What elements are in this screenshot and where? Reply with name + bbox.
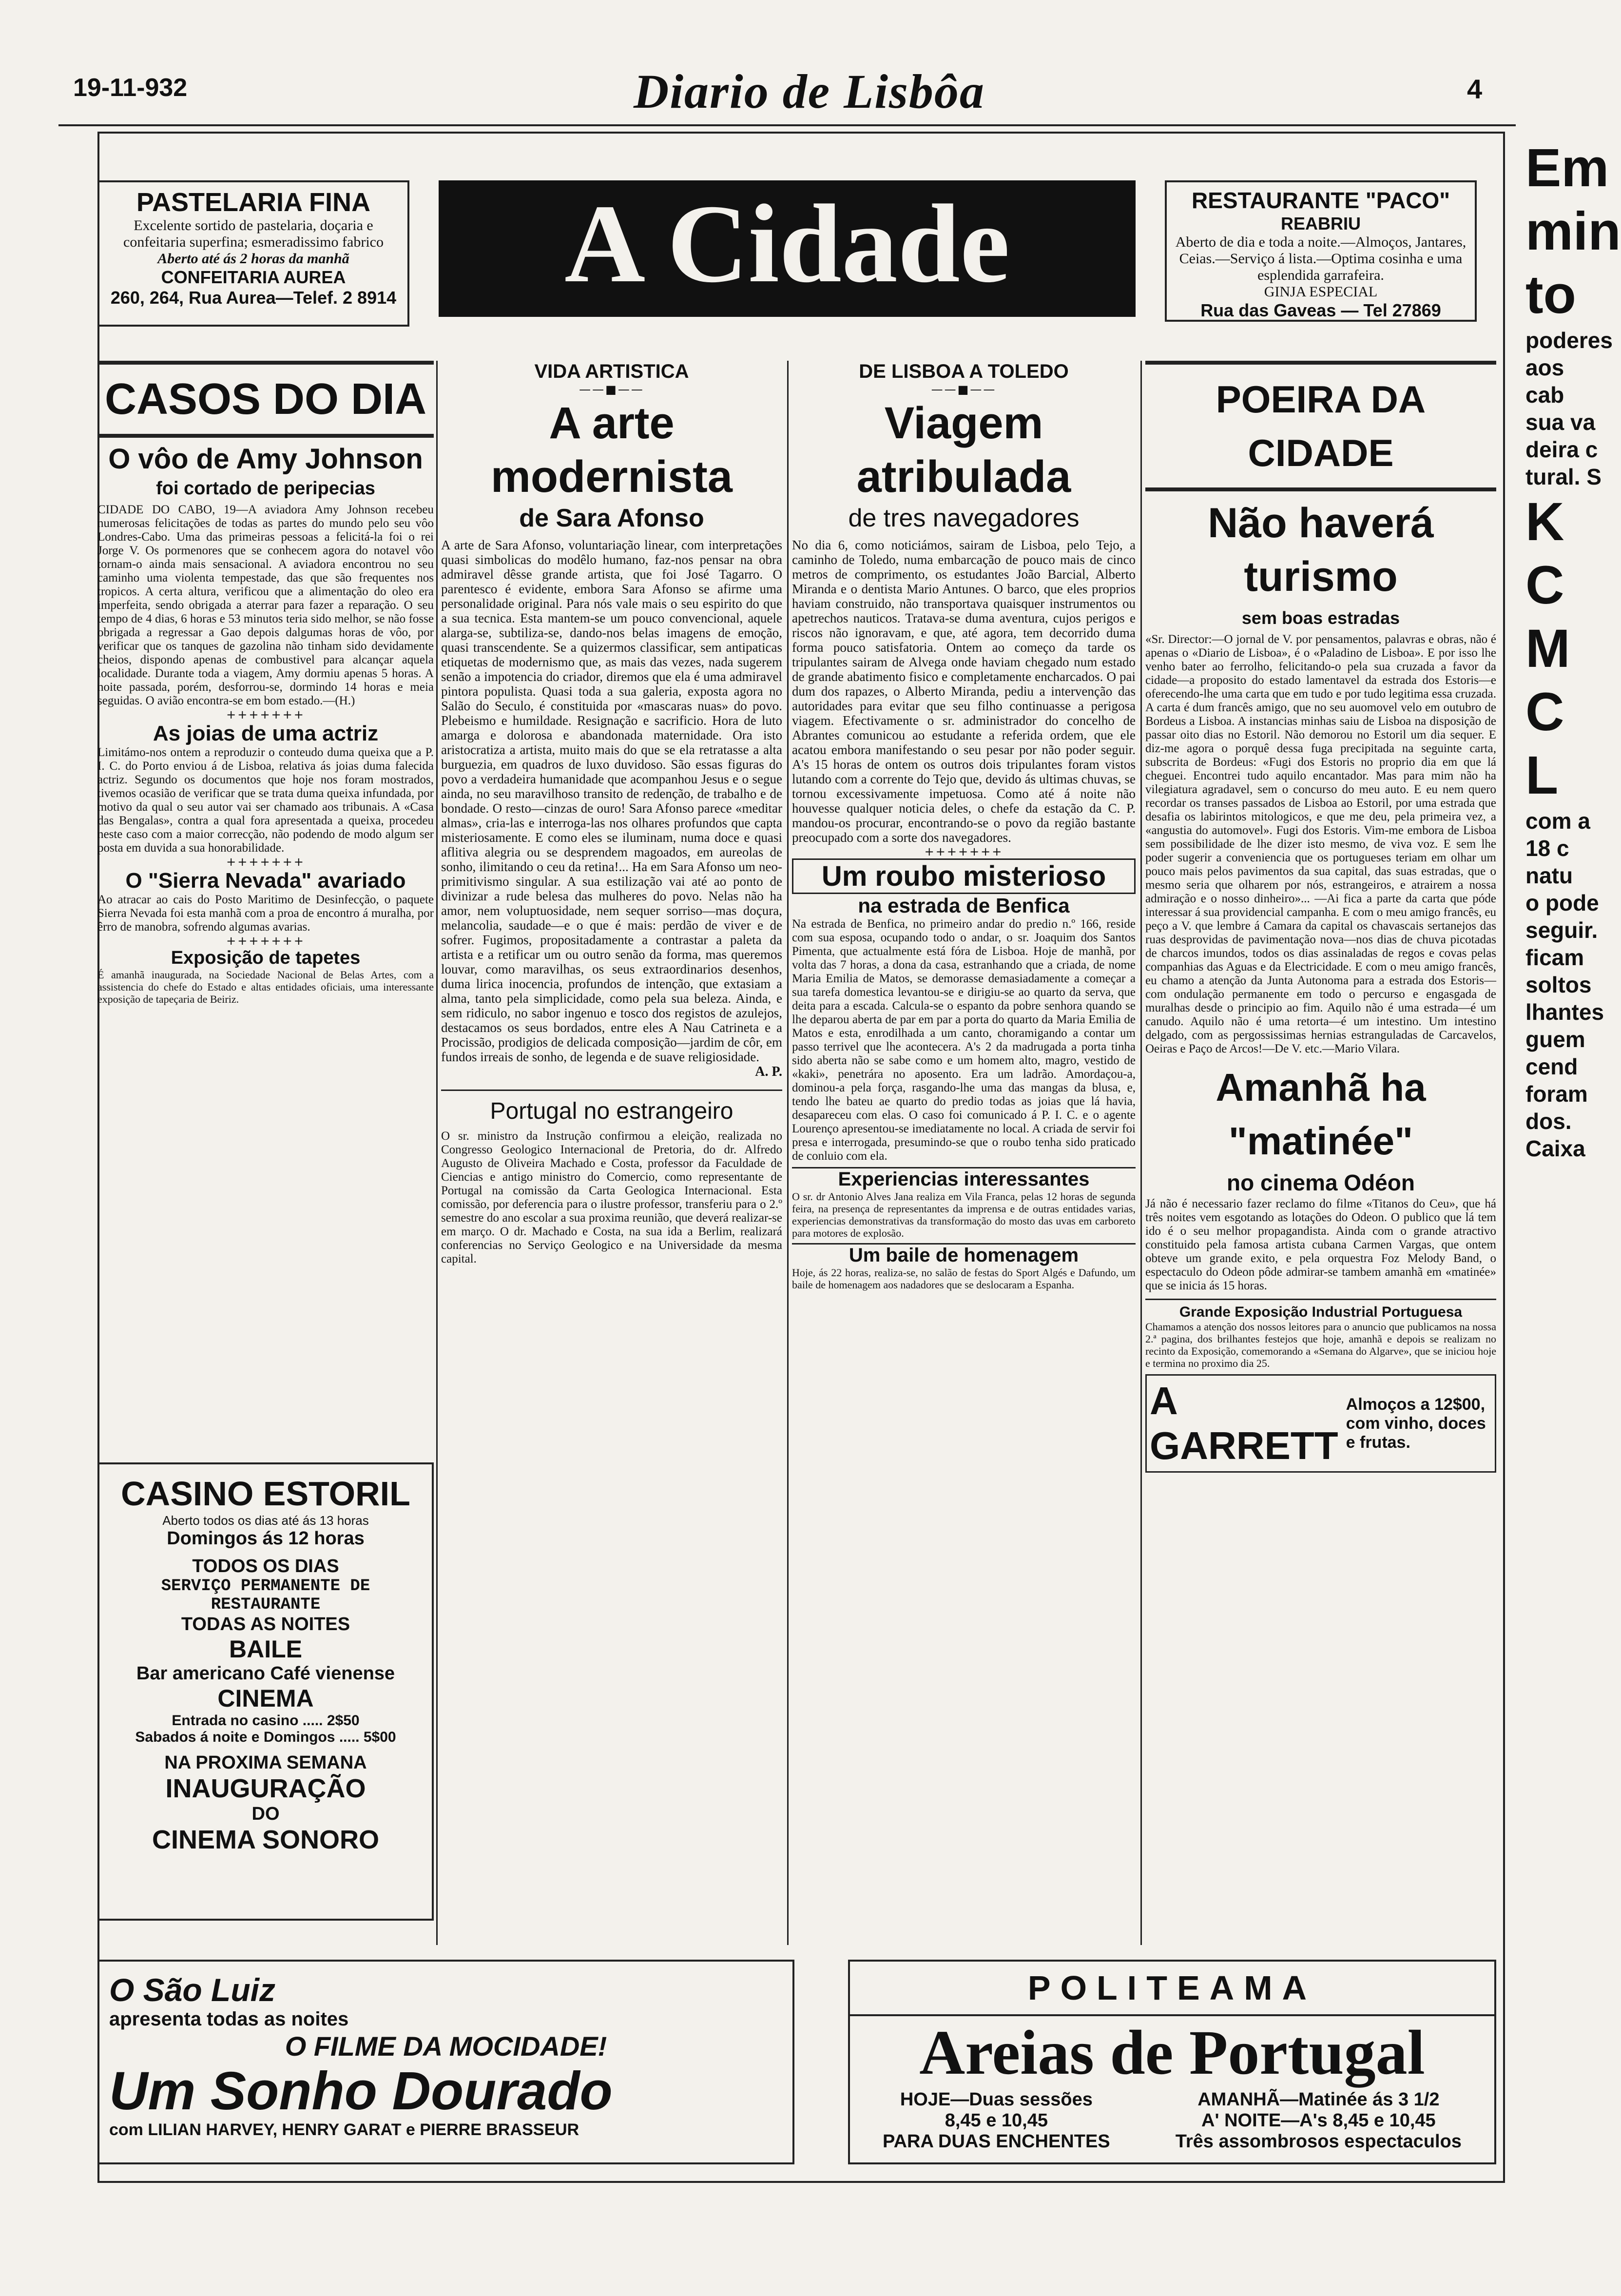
ad-casino-estoril <box>97 1462 434 1921</box>
column-vida-artistica <box>441 361 782 1266</box>
ad-politeama-film: Areias de Portugal <box>919 2018 1425 2088</box>
edge-text: o pode <box>1525 890 1599 915</box>
ad-pastelaria <box>97 180 409 327</box>
article-title: Experiencias interessantes <box>792 1167 1136 1190</box>
article-subtitle: foi cortado de peripecias <box>156 478 375 499</box>
article-body: O sr. dr Antonio Alves Jana realiza em Vila Franca, pelas 12 horas de segunda feira, na presença de representantes da imprensa e de outras entidades varias, experiencias demonstrativas da transformação do mosto das uvas em carboreto para motores de explosão. <box>792 1190 1136 1239</box>
column-rule <box>1140 361 1142 1945</box>
edge-text: tural. S <box>1525 464 1602 489</box>
ad-politeama-line: PARA DUAS ENCHENTES <box>883 2131 1110 2152</box>
ad-casino-line: Domingos ás 12 horas <box>167 1528 365 1549</box>
ad-sao-luiz-line: apresenta todas as noites <box>109 2008 349 2030</box>
separator: +++++++ <box>924 845 1003 858</box>
article-body: A arte de Sara Afonso, voluntariação linear, com interpretações quasi simbolicas do modêlo humano, faz-nos pensar na obra admiravel dêsse grande artista, que foi José Tagarro. O parentesco é evidente, embora Sara Afonso se afirme uma personalidade original. Para nós vale mais o seu espirito do que a sua tecnica. Esta mantem-se um pouco convencional, aquele alarga-se, subtiliza-se, dando-nos belas imagens de emoção, quasi transcendente. Se a quizermos classificar, sem antipaticas etiquetas de modernismo que, as mais das vezes, nada sugerem senão a impotencia do criador, diremos que ela é uma admiravel pintora populista. Quasi toda a sua galeria, exposta agora no Salão do Seculo, é constituida por «mascaras nuas» do povo. Plebeismo e humildade. Resignação e sacrificio. Hora de luto amarga e dolorosa e abandonada maternidade. Ora isto aristocratiza a artista, muito mais do que se ela retratasse a alta burguezia, em quadros de luxo duvidoso. São essas figuras do povo a verdadeira humanidade que acompanhou Jesus e o segue ainda, no seu maravilhoso transito de redenção, de trabalho e de bondade. O resto—cinzas de ouro! Sara Afonso parece «meditar almas», cria-las e interroga-las nos olhares profundos que capta misteriosamente. E como eles se iluminam, numa doce e quasi aflitiva alegria ou se desprendem magoados, em aureolas de sonho, ilimitando o ceu da retina!... Ha em Sara Afonso um neo-primitivismo singular. A sua estilização vai até ao ponto de divinizar a rude belesa das mulheres do povo. Nelas não ha amor, nem voluptuosidade, nem sequer sorriso—mas doçura, melancolia, saudade—e o que é mais: perdão de viver e de sofrer. Fugimos, propositadamente a contrastar a paleta da artista e a retificar um ou outro senão da forma, mas queremos louvar, como maravilhas, os seus extraordinarios desenhos, duma lirica inocencia, profundos de intenção, que extasiam a alma, tanto pela simplicidade, como pela sua beleza. Ainda, e sem ridiculo, no sabor ingenuo e tosco dos registos de azulejos, destacamos os seus bordados, entre eles A Nau Catrineta e a Procissão, prodigios de delicada composição—jardim de côr, em fundos irreais de sonho, de legenda e de suave religiosidade. <box>441 538 782 1064</box>
article-subtitle: de Sara Afonso <box>519 504 704 532</box>
separator: +++++++ <box>226 855 305 869</box>
edge-text: guem <box>1525 1027 1585 1052</box>
ad-casino-line: CINEMA SONORO <box>152 1825 379 1854</box>
ad-sao-luiz-line: com LILIAN HARVEY, HENRY GARAT e PIERRE BRASSEUR <box>109 2121 579 2139</box>
ad-politeama-title: POLITEAMA <box>850 1962 1494 2016</box>
article-subtitle: no cinema Odéon <box>1227 1170 1415 1195</box>
article-body: Ao atracar ao cais do Posto Maritimo de Desinfecção, o paquete Sierra Nevada foi esta manhã com a proa de encontro á muralha, por êrro de manobra, sofrendo algumas avarias. <box>97 893 434 934</box>
ad-pastelaria-address: 260, 264, Rua Aurea—Telef. 2 8914 <box>110 288 397 308</box>
ad-restaurante-text: Aberto de dia e toda a noite.—Almoços, Jantares, Ceias.—Serviço á lista.—Optima cosinha e uma esplendida garrafeira. <box>1175 234 1467 283</box>
edge-text: C <box>1525 682 1564 742</box>
ad-politeama-line: AMANHÃ—Matinée ás 3 1/2 <box>1197 2089 1440 2110</box>
adjacent-page-edge <box>1525 136 1621 2164</box>
edge-text: foram <box>1525 1081 1588 1107</box>
ad-garrett-name: A GARRETT <box>1150 1379 1338 1467</box>
column-header: CASOS DO DIA <box>97 361 434 438</box>
article-body: «Sr. Director:—O jornal de V. por pensamentos, palavras e obras, não é apenas o «Diario de Lisboa», é o «Paladino de Lisboa». E por isso lhe venho bater ao ferrolho, felicitando-o pela sua cruzada a favor da cidade—a proposito do estado lamentavel da estrada dos Estoris—e oferecendo-lhe uma carta que em tudo e por tudo legitima essa cruzada. A carta é dum francês amigo, que no seu auomovel velo em outubro de Bordeus a Lisboa. A instancias minhas saiu de Lisboa na disposição de passar oito dias no Estoril. Não demorou no Estoril um dia sequer. E diz-me agora o porquê dessa fuga precipitada na seguinte carta, subscrita de Bordeus: «Fugi dos Estoris no proprio dia em que lá cheguei. Encontrei tudo aquilo encantador. Mas para mim não ha vilegiatura agradavel, sem o concurso do meu auto. E eu nem quero recordar os transes passados de Lisboa ao Estoril, por uma estrada que desafia os labirintos mitologicos, e que me deu, pela primeira vez, a «angustia do automovel». Fugi dos Estoris. Vim-me embora de Lisboa sem possibilidade de lhe dizer isto mesmo, de viva voz. E sem lhe poder sugerir a conveniencia que os portugueses teriam em olhar um pouco mais pelos pavimentos da sua capital, das suas estradas, que o mesmo seria que olharem por nós, estrangeiros, e atrairem a nossa admiração e o nosso dinheiro»... —Ai fica a parte da carta que póde interessar á sua providencial campanha. E com o meu amigo francês, eu peço a V. que lembre á Camara da capital os chavascais sertanejos das ruas desprovidas de pavimentação nova—nos dias de chuva picotadas de charcos imundos, todos os dias assinaladas de regos e covas pelas companhias das Aguas e da Electricidade. E com o meu amigo francês, eu chamo a atenção da Junta Autonoma para a estrada dos Estoris—com ondulação permanente em todo o percurso e engasgada de muralhas desde o principio ao fim. Aquilo não é uma estrada—é um canudo. Aquilo não é uma retorta—é um intestino. Um intestino delgado, com as pergossissimas hernias estranguladas de Carcavelos, Oeiras e Paço de Arcos!—De V. etc.—Mario Vilara. <box>1145 633 1496 1055</box>
article-title: O "Sierra Nevada" avariado <box>125 869 406 893</box>
ad-sao-luiz-line: O São Luiz <box>109 1972 276 2008</box>
edge-text: seguir. <box>1525 917 1598 943</box>
edge-text: to <box>1525 265 1576 325</box>
article-title: Amanhã ha "matinée" <box>1216 1066 1426 1163</box>
ad-pastelaria-text: Excelente sortido de pastelaria, doçaria e confeitaria superfina; esmeradissimo fabrico <box>123 217 384 250</box>
separator: ——■—— <box>931 383 997 396</box>
ad-restaurante <box>1165 180 1477 322</box>
article-title: Exposição de tapetes <box>171 948 361 968</box>
article-body: Chamamos a atenção dos nossos leitores para o anuncio que publicamos na nossa 2.ª pagina, dos brilhantes festejos que hoje, amanhã e depois se realizam no recinto da Exposição, comemorando a «Semana do Algarve», que se iniciou hoje e termina no proximo dia 25. <box>1145 1321 1496 1369</box>
masthead <box>0 63 1606 122</box>
article-title: Portugal no estrangeiro <box>441 1090 782 1125</box>
edge-text: min <box>1525 201 1621 261</box>
article-body: O sr. ministro da Instrução confirmou a eleição, realizada no Congresso Geologico Internacional de Pretoria, do dr. Alfredo Augusto de Oliveira Machado e Costa, professor da Faculdade de Ciencias e antigo ministro do Comercio, como representante de Portugal na comissão da Carta Geologica Internacional. Esta comissão, por deferencia para o ilustre professor, transferiu para o 2.º semestre do ano escolar a sua proxima reunião, que deverá realizar-se em março. O dr. Machado e Costa, na sua ida a Berlim, realizará conferencias no Serviço Geologico e na Universidade da mesma capital. <box>441 1129 782 1265</box>
edge-text: dos. <box>1525 1109 1572 1134</box>
ad-casino-line: SERVIÇO PERMANENTE DE RESTAURANTE <box>161 1577 370 1614</box>
ad-restaurante-special: GINJA ESPECIAL <box>1264 284 1378 300</box>
article-subtitle: de tres navegadores <box>848 504 1080 532</box>
ad-sao-luiz <box>97 1960 794 2164</box>
separator: +++++++ <box>226 708 305 721</box>
separator: +++++++ <box>226 934 305 948</box>
ad-casino-line: Bar americano Café vienense <box>136 1663 395 1684</box>
ad-casino-line: TODOS OS DIAS <box>192 1556 339 1576</box>
page-number: 4 <box>1467 74 1483 104</box>
article-body: No dia 6, como noticiámos, sairam de Lisboa, pelo Tejo, a caminho de Toledo, numa embarcação de pouco mais de cinco metros de comprimento, os estudantes João Barcial, Alberto Miranda e o dentista Mario Antunes. O barco, que eles proprios haviam construido, não transportava quaisquer instrumentos ou apetrechos nauticos. Tratava-se duma aventura, cujos perigos e riscos não ignoravam, e que, até agora, tem decorrido duma forma pouco satisfatoria. Ontem ao começo da tarde os tripulantes sairam de Alvega onde haviam chegado num estado de grande abatimento fisico e completamente encharcados. O pai dum dos rapazes, o Alberto Miranda, pediu a intervenção das autoridades para evitar que seu filho continuasse a perigosa viagem. Efectivamente o sr. administrador do concelho de Abrantes comunicou ao estudante a referida ordem, que ele acatou embora manifestando o seu pesar por não poder seguir. A's 15 horas de ontem os outros dois tripulantes foram vistos lutando com a corrente do Tejo que, devido ás ultimas chuvas, se tornou excessivamente impetuosa. Como até á noite não houvesse qualquer noticia deles, o chefe da estação da C. P. mandou-os procurar, encontrando-se o povo da região bastante preocupado com a sorte dos navegadores. <box>792 538 1136 845</box>
ad-politeama-today <box>883 2089 1110 2152</box>
ad-pastelaria-name: CONFEITARIA AUREA <box>161 267 346 287</box>
edge-text: deira c <box>1525 437 1598 462</box>
ad-casino-line: TODAS AS NOITES <box>181 1614 350 1634</box>
ad-casino-line: Entrada no casino ..... 2$50 <box>172 1712 360 1729</box>
article-title: Grande Exposição Industrial Portuguesa <box>1145 1299 1496 1321</box>
column-lisboa-toledo <box>792 361 1136 1291</box>
ad-casino-line: DO <box>251 1804 280 1824</box>
article-kicker: DE LISBOA A TOLEDO <box>859 361 1069 382</box>
ad-casino-line: CINEMA <box>217 1685 314 1712</box>
column-rule <box>436 361 438 1945</box>
column-casos-do-dia <box>97 361 434 1005</box>
edge-text: K <box>1525 492 1564 552</box>
article-title: As joias de uma actriz <box>153 721 379 745</box>
column-poeira-da-cidade <box>1145 361 1496 1473</box>
edge-text: ficam <box>1525 945 1584 970</box>
ad-garrett-text: Almoços a 12$00, com vinho, doces e frutas. <box>1346 1395 1486 1452</box>
ad-casino-line: NA PROXIMA SEMANA <box>164 1752 367 1773</box>
edge-text: lhantes <box>1525 999 1604 1025</box>
ad-pastelaria-title: PASTELARIA FINA <box>136 188 370 217</box>
edge-text: M <box>1525 619 1570 679</box>
article-title: Um baile de homenagem <box>792 1243 1136 1266</box>
edge-text: cend <box>1525 1054 1578 1079</box>
ad-politeama-line: Três assombrosos espectaculos <box>1175 2131 1462 2152</box>
edge-text: Caixa <box>1525 1136 1585 1161</box>
ad-pastelaria-hours: Aberto até ás 2 horas da manhã <box>157 251 349 267</box>
edge-text: poderes <box>1525 328 1613 353</box>
ad-politeama-line: 8,45 e 10,45 <box>945 2110 1048 2131</box>
edge-text: C <box>1525 555 1564 615</box>
article-signature: A. P. <box>755 1064 782 1079</box>
article-title: A arte modernista <box>491 398 733 502</box>
edge-text: natu <box>1525 863 1573 888</box>
ad-sao-luiz-film: Um Sonho Dourado <box>109 2061 613 2121</box>
ad-politeama <box>848 1960 1496 2164</box>
ad-politeama-line: A' NOITE—A's 8,45 e 10,45 <box>1201 2110 1436 2131</box>
ad-sao-luiz-line: O FILME DA MOCIDADE! <box>285 2031 607 2062</box>
ad-politeama-tomorrow <box>1176 2089 1462 2152</box>
ad-garrett <box>1145 1374 1496 1473</box>
article-body: Na estrada de Benfica, no primeiro andar do predio n.º 166, reside com sua esposa, ocupando todo o andar, o sr. Joaquim dos Santos Pimenta, que actualmente está fóra de Lisboa. Hoje de manhã, por volta das 7 horas, a dona da casa, estranhando que a criada, de nome Maria Emilia de Matos, se demorasse demasiadamente a começar a sua tarefa domestica levantou-se e dirigiu-se ao quarto da serva, que deita para a escada. Calcula-se o espanto da pobre senhora quando se lhe deparou aberta de par em par a porta do quarto da Maria Emilia de Matos e esta, enrodilhada a um canto, choramigando a contar um passo terrivel que lhe acontecera. A's 2 da madrugada a porta tinha sido aberta não se sabe como e um homem alto, magro, vestido de «kaki», penetrára no aposento. Era um ladrão. Amordaçou-a, dominou-a pela força, rasgando-lhe uma das mangas da blusa, e, tendo lhe bateu ae quarto do predio todas as joias que lá havia, desapareceu com elas. O caso foi comunicado á P. I. C. e o agente Lourenço apresentou-se imediatamente no local. A criada de servir foi presa e interrogada, presumindo-se que o roubo tenha sido praticado de conluio com ela. <box>792 917 1136 1163</box>
article-title: O vôo de Amy Johnson <box>108 443 423 475</box>
separator: ——■—— <box>579 383 644 396</box>
section-title-banner: A Cidade <box>439 180 1136 317</box>
ad-casino-title: CASINO ESTORIL <box>121 1475 410 1513</box>
article-body: CIDADE DO CABO, 19—A aviadora Amy Johnson recebeu numerosas felicitações de todas as partes do mundo pelo seu vôo Londres-Cabo. Uma das primeiras pessoas a felicitá-la foi o rei Jorge V. Os pormenores que se conhecem agora do notavel vôo tornam-o ainda mais sensacional. A aviadora encontrou no seu caminho uma violenta tempestade, das que são frequentes nos tropicos. A certa altura, verificou que a alimentação do oleo era imperfeita, sendo obrigada a aterrar para fazer a reparação. O seu tempo de 4 dias, 6 horas e 53 minutos teria sido melhor, se não fosse obrigada a regressar a Gao depois dalgumas horas de vôo, por verificar que os tanques de gazolina não tinham sido devidamente cheios, dispondo apenas de combustivel para alcançar aquela localidade. Durante toda a viagem, Amy dormiu apenas 5 horas. A noite passada, porém, desforrou-se, dormindo 14 horas e meia seguidas. O avião encontra-se em bom estado.—(H.) <box>97 503 434 707</box>
issue-date: 19-11-932 <box>73 74 188 102</box>
edge-text: 18 c <box>1525 836 1569 861</box>
edge-text: soltos <box>1525 972 1592 997</box>
masthead-rule <box>58 124 1516 126</box>
article-subtitle: sem boas estradas <box>1241 608 1400 628</box>
edge-text: aos cab <box>1525 355 1564 408</box>
article-title: Um roubo misterioso <box>792 858 1136 894</box>
article-kicker: VIDA ARTISTICA <box>534 361 689 382</box>
article-body: Limitámo-nos ontem a reproduzir o conteudo duma queixa que a P. I. C. do Porto enviou á de Lisboa, relativa ás joias duma falecida actriz. Segundo os documentos que hoje nos foram mostrados, tivemos ocasião de verificar que se trata duma queixa infundada, por motivo da qual o seu autor vai ser chamado aos tribunais. A «Casa das Bengalas», contra a qual fora apresentada a queixa, procedeu neste caso com a maior correcção, não podendo de modo algum ser posta em duvida a sua honorabilidade. <box>97 746 434 855</box>
column-rule <box>787 361 789 1945</box>
column-header: POEIRA DA CIDADE <box>1145 361 1496 491</box>
article-body: Já não é necessario fazer reclamo do filme «Titanos do Ceu», que há três noites vem esgotando as lotações do Odeon. O publico que lá tem ido é o seu melhor propagandista. Ainda com o grande atractivo constituido pela famosa artista cubana Carmen Vargas, que ontem obteve um grande exito, e pela orquestra Foz Melody Band, o espectaculo do Odeon pôde admirar-se tambem amanhã em «matinée» que se inicia ás 15 horas. <box>1145 1197 1496 1292</box>
edge-text: com a <box>1525 808 1590 834</box>
ad-restaurante-address: Rua das Gaveas — Tel 27869 <box>1200 300 1441 320</box>
ad-casino-line: INAUGURAÇÃO <box>165 1774 366 1803</box>
ad-casino-line: BAILE <box>229 1635 302 1663</box>
ad-restaurante-title: RESTAURANTE "PACO" <box>1191 188 1450 213</box>
ad-restaurante-reopen: REABRIU <box>1280 214 1361 233</box>
article-body: Hoje, ás 22 horas, realiza-se, no salão de festas do Sport Algés e Dafundo, um baile de homenagem aos nadadores que se deslocaram a Espanha. <box>792 1266 1136 1291</box>
article-subtitle: na estrada de Benfica <box>858 894 1070 917</box>
edge-text: L <box>1525 745 1559 805</box>
ad-casino-line: Aberto todos os dias até ás 13 horas <box>162 1513 369 1528</box>
newspaper-title: Diario de Lisbôa <box>634 64 985 118</box>
edge-text: sua va <box>1525 409 1596 435</box>
article-title: Viagem atribulada <box>856 398 1071 502</box>
ad-casino-line: Sabados á noite e Domingos ..... 5$00 <box>135 1729 396 1745</box>
ad-politeama-line: HOJE—Duas sessões <box>900 2089 1093 2110</box>
article-title: Não haverá turismo <box>1208 500 1434 600</box>
article-body: É amanhã inaugurada, na Sociedade Nacional de Belas Artes, com a assistencia do chefe do Estado e altas entidades oficiais, uma interessante exposição de tapeçaria de Beiriz. <box>97 969 434 1005</box>
edge-text: Em <box>1525 138 1609 198</box>
